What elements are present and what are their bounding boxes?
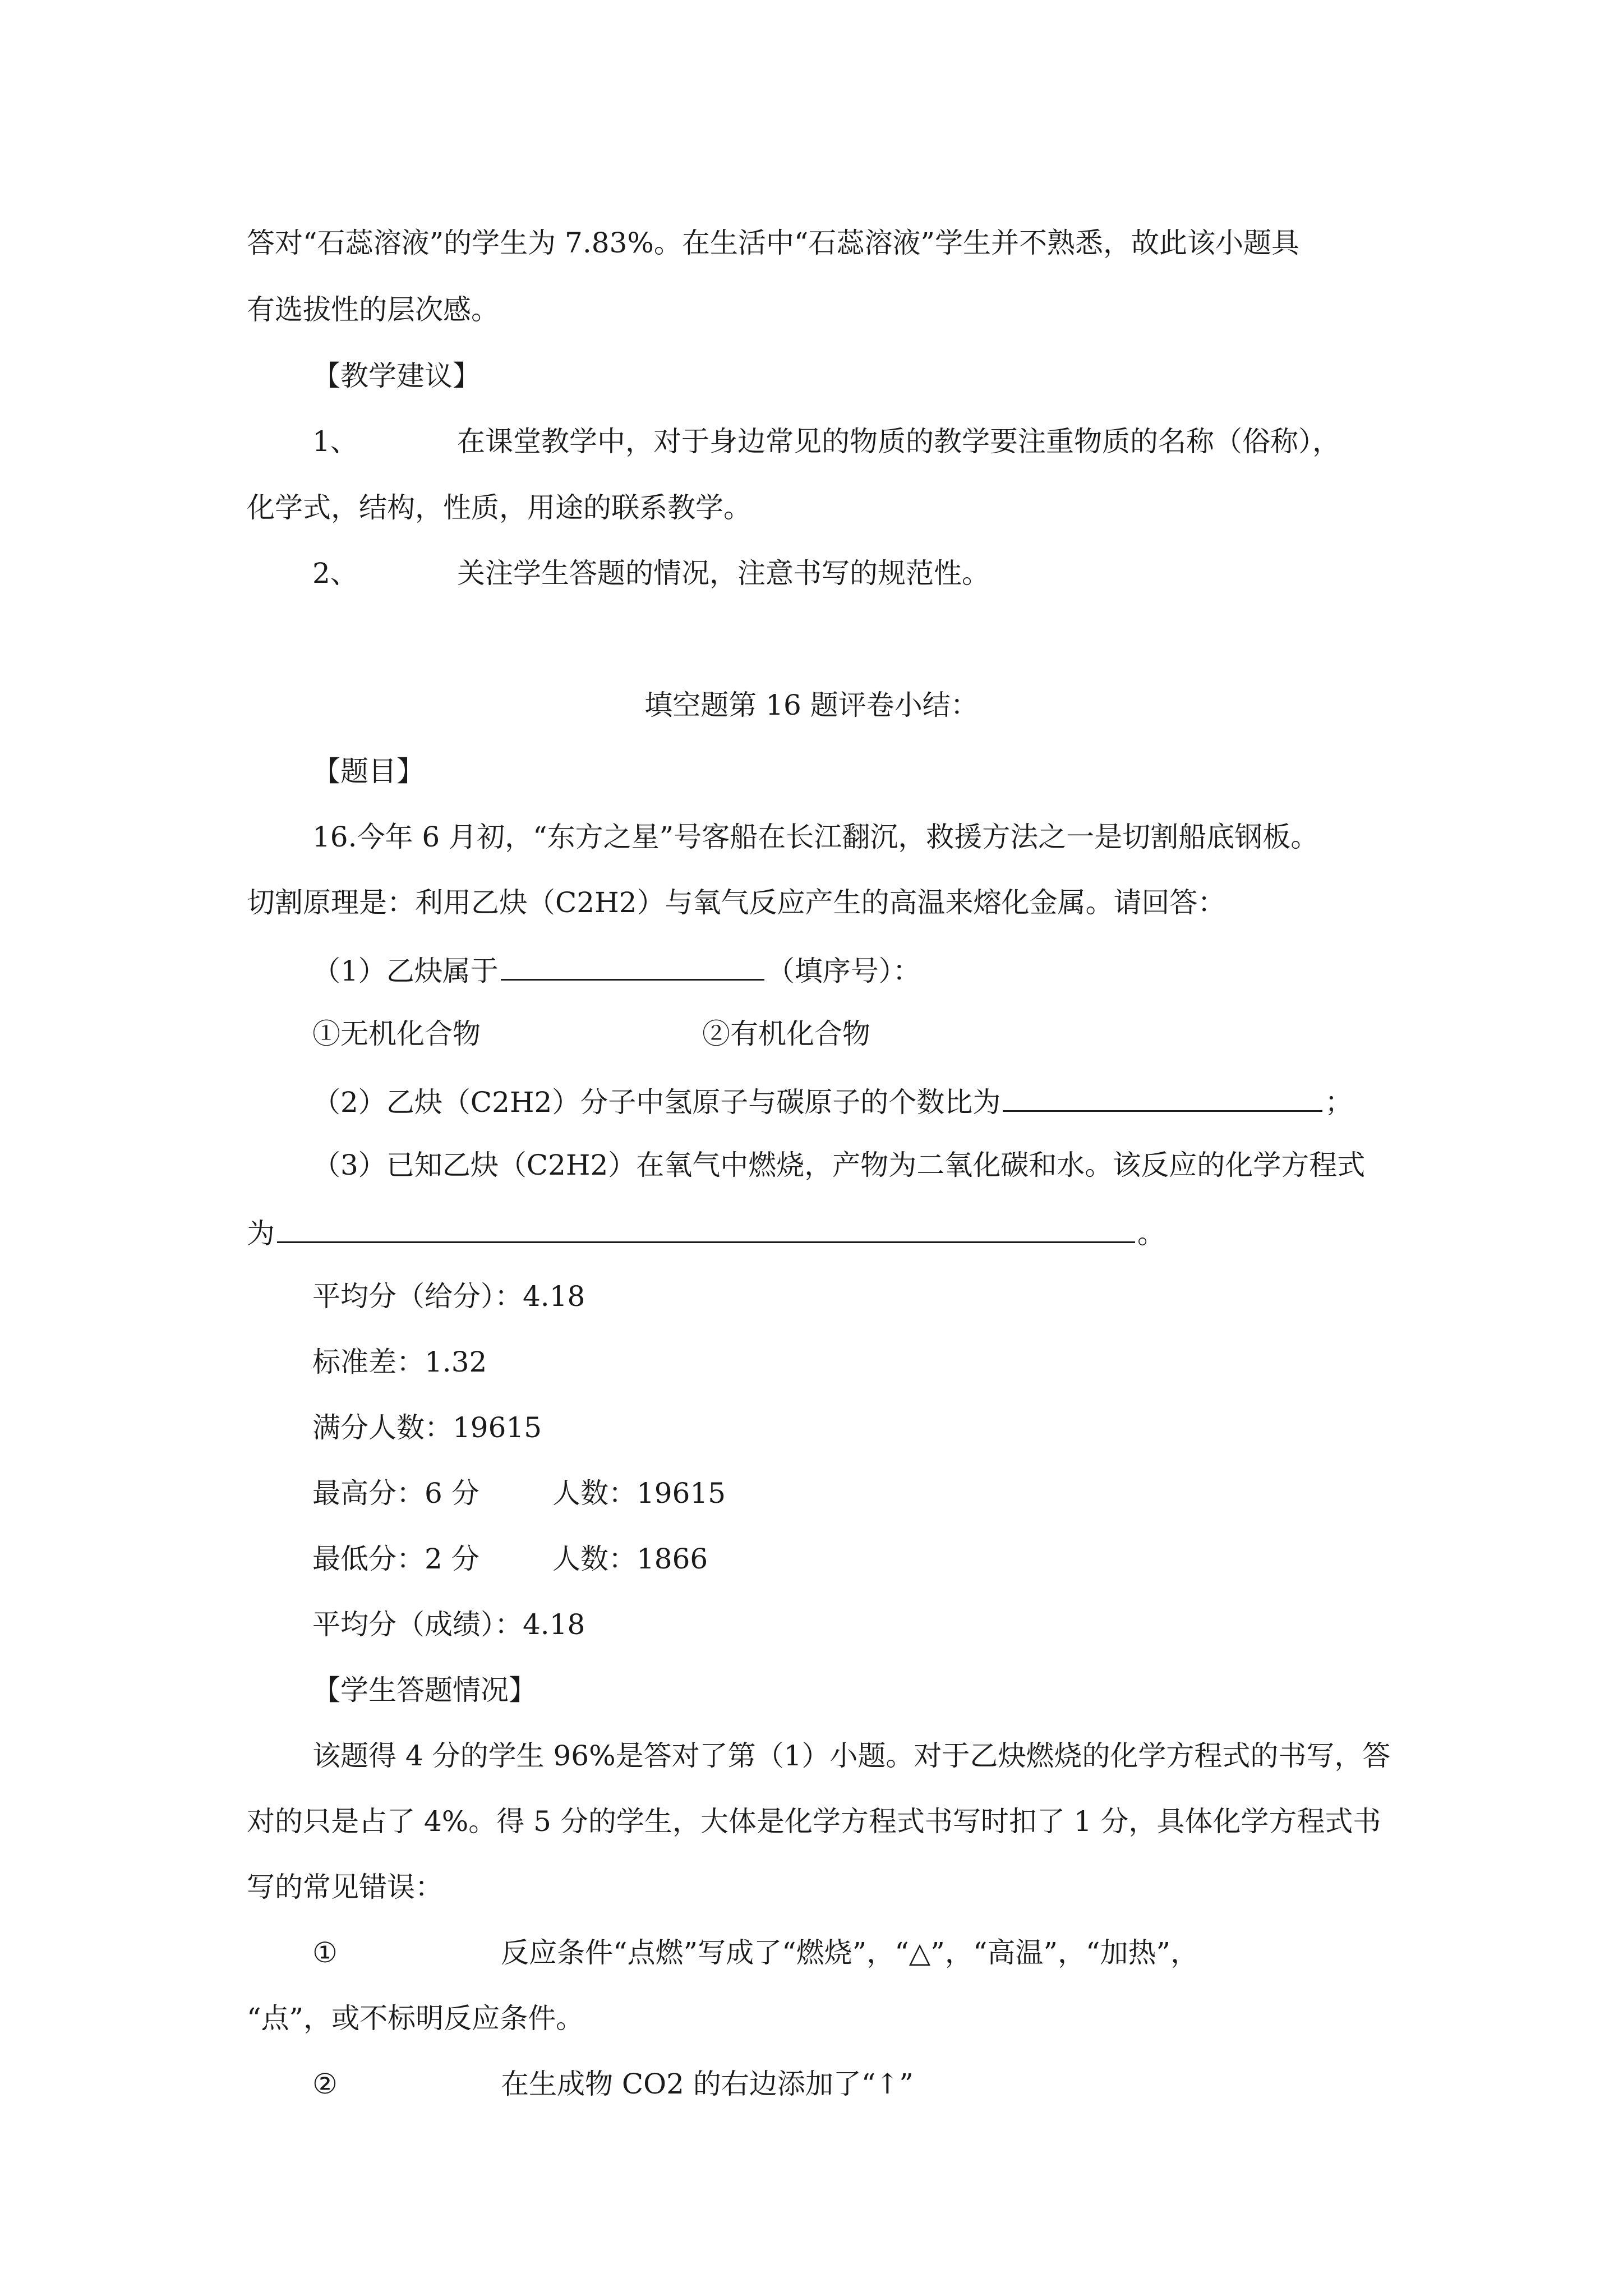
question-heading: 【题目】 bbox=[312, 755, 425, 788]
list-item-text: 在课堂教学中，对于身边常见的物质的教学要注重物质的名称（俗称）， bbox=[457, 425, 1340, 458]
error-marker: ② bbox=[312, 2068, 338, 2100]
question-text: 切割原理是：利用乙炔（C2H2）与氧气反应产生的高温来熔化金属。请回答： bbox=[247, 886, 1226, 919]
stat-full-score-count: 满分人数：19615 bbox=[312, 1411, 542, 1444]
stat-max-count: 人数：19615 bbox=[552, 1477, 726, 1510]
list-number: 1、 bbox=[312, 425, 358, 458]
question-part-3-cont bbox=[247, 1217, 1165, 1248]
stat-average-given: 平均分（给分）：4.18 bbox=[312, 1280, 585, 1313]
section-title: 填空题第 16 题评卷小结： bbox=[644, 689, 979, 721]
student-answers-text: 该题得 4 分的学生 96%是答对了第（1）小题。对于乙炔燃烧的化学方程式的书写，答 bbox=[312, 1740, 1391, 1772]
question-part-3: （3）已知乙炔（C2H2）在氧气中燃烧，产物为二氧化碳和水。该反应的化学方程式 bbox=[312, 1149, 1366, 1181]
part-3-suffix: 。 bbox=[1137, 1217, 1165, 1250]
list-item-text: 化学式，结构，性质，用途的联系教学。 bbox=[247, 491, 751, 524]
student-answers-text: 写的常见错误： bbox=[247, 1871, 443, 1903]
option-1: ①无机化合物 bbox=[312, 1018, 481, 1050]
question-part-2 bbox=[312, 1085, 1353, 1119]
teaching-suggestions-heading: 【教学建议】 bbox=[312, 360, 481, 392]
part-3-prefix: 为 bbox=[247, 1217, 275, 1250]
question-text: 16.今年 6 月初，“东方之星”号客船在长江翻沉，救援方法之一是切割船底钢板。 bbox=[312, 821, 1319, 853]
stat-max-score: 最高分：6 分 bbox=[312, 1477, 479, 1510]
question-part-1 bbox=[312, 954, 921, 985]
answer-blank bbox=[501, 954, 764, 981]
stat-average-score: 平均分（成绩）：4.18 bbox=[312, 1608, 585, 1641]
paragraph-line: 答对“石蕊溶液”的学生为 7.83%。在生活中“石蕊溶液”学生并不熟悉，故此该小题具 bbox=[247, 227, 1299, 259]
list-item-text: 关注学生答题的情况，注意书写的规范性。 bbox=[457, 557, 990, 590]
stat-min-count: 人数：1866 bbox=[552, 1543, 708, 1575]
error-marker: ① bbox=[312, 1936, 338, 1969]
part-2-prefix: （2）乙炔（C2H2）分子中氢原子与碳原子的个数比为 bbox=[312, 1086, 1001, 1119]
part-1-suffix: （填序号）： bbox=[766, 955, 921, 987]
student-answers-heading: 【学生答题情况】 bbox=[312, 1674, 537, 1706]
part-2-suffix: ； bbox=[1325, 1086, 1353, 1119]
list-number: 2、 bbox=[312, 557, 358, 590]
stat-std-dev: 标准差：1.32 bbox=[312, 1346, 487, 1378]
student-answers-text: 对的只是占了 4%。得 5 分的学生，大体是化学方程式书写时扣了 1 分，具体化学方程式书 bbox=[247, 1805, 1381, 1838]
answer-blank bbox=[1003, 1085, 1322, 1112]
part-1-prefix: （1）乙炔属于 bbox=[312, 955, 499, 987]
answer-blank bbox=[277, 1217, 1135, 1243]
error-text: 在生成物 CO2 的右边添加了“↑” bbox=[501, 2068, 914, 2100]
stat-min-score: 最低分：2 分 bbox=[312, 1543, 479, 1575]
paragraph-line: 有选拔性的层次感。 bbox=[247, 293, 499, 326]
error-text: 反应条件“点燃”写成了“燃烧”，“△”，“高温”，“加热”， bbox=[501, 1936, 1199, 1969]
error-text: “点”，或不标明反应条件。 bbox=[247, 2002, 584, 2035]
option-2: ②有机化合物 bbox=[702, 1018, 870, 1050]
